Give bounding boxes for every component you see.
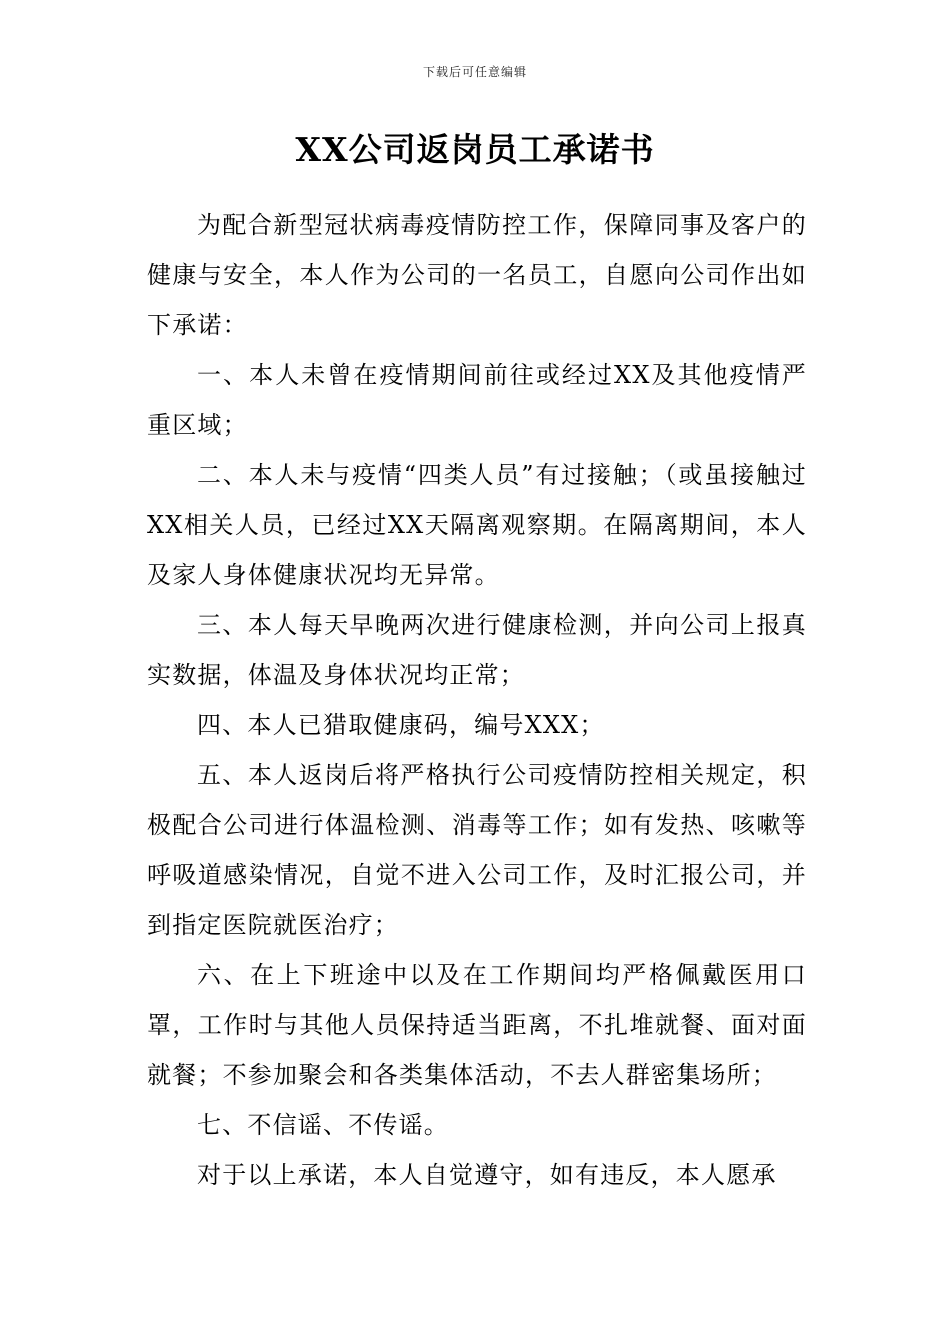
paragraph-item-2: 二、本人未与疫情“四类人员”有过接触；（或虽接触过XX相关人员，已经过XX天隔离观察期。在隔离期间，本人及家人身体健康状况均无异常。 <box>147 461 807 589</box>
document-title: XX公司返岗员工承诺书 <box>295 130 655 169</box>
paragraph-item-1: 一、本人未曾在疫情期间前往或经过XX及其他疫情严重区域； <box>147 361 807 439</box>
paragraph-item-4: 四、本人已猎取健康码，编号XXX； <box>197 711 605 739</box>
header-note: 下载后可任意编辑 <box>422 65 527 79</box>
paragraph-closing: 对于以上承诺，本人自觉遵守，如有违反，本人愿承 <box>197 1161 777 1189</box>
paragraph-item-7: 七、不信谣、不传谣。 <box>197 1111 449 1139</box>
paragraph-item-6: 六、在上下班途中以及在工作期间均严格佩戴医用口罩，工作时与其他人员保持适当距离，不扎堆就餐、面对面就餐；不参加聚会和各类集体活动，不去人群密集场所； <box>147 961 807 1089</box>
paragraph-item-3: 三、本人每天早晚两次进行健康检测，并向公司上报真实数据，体温及身体状况均正常； <box>147 611 807 689</box>
paragraph-intro: 为配合新型冠状病毒疫情防控工作，保障同事及客户的健康与安全，本人作为公司的一名员工，自愿向公司作出如下承诺： <box>147 211 807 339</box>
paragraph-item-5: 五、本人返岗后将严格执行公司疫情防控相关规定，积极配合公司进行体温检测、消毒等工作；如有发热、咳嗽等呼吸道感染情况，自觉不进入公司工作，及时汇报公司，并到指定医院就医治疗； <box>147 761 807 939</box>
document-body <box>147 200 807 1200</box>
